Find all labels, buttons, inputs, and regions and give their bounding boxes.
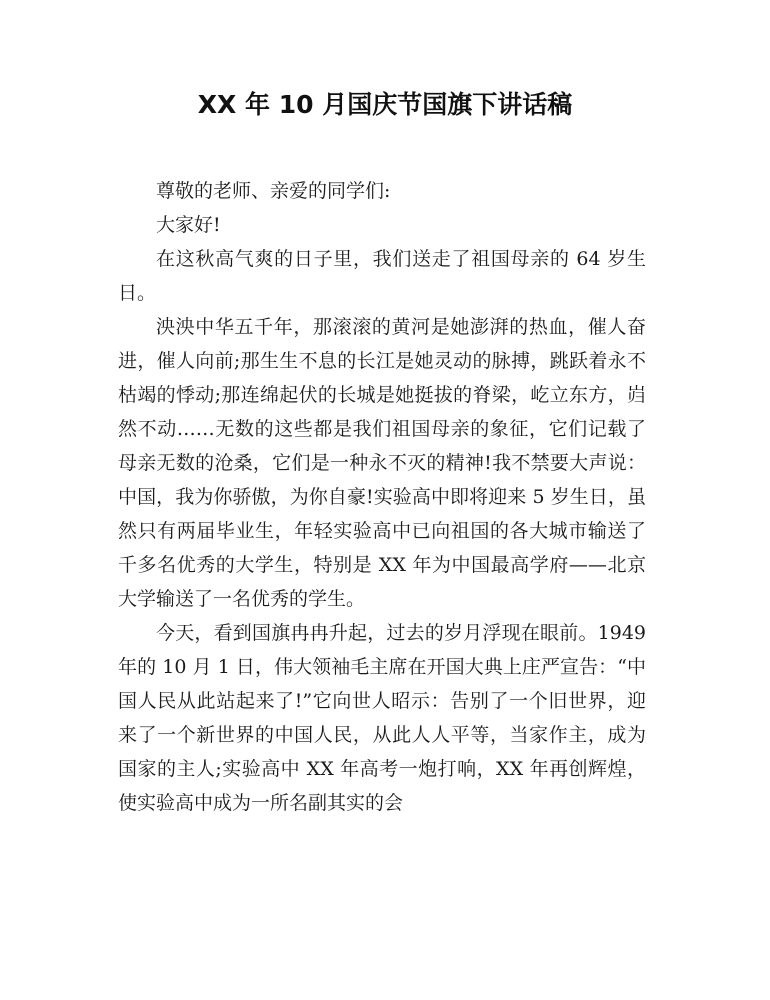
paragraph-intro: 在这秋高气爽的日子里，我们送走了祖国母亲的 64 岁生日。 (118, 248, 646, 304)
paragraph-flag-raising: 今天，看到国旗冉冉升起，过去的岁月浮现在眼前。1949 年的 10 月 1 日，伟大领袖毛主席在开国大典上庄严宣告：“中国人民从此站起来了!”它向世人昭示：告别了一个旧世界，迎来了一个新世界的中国人民，从此人人平等，当家作主，成为国家的主人;实验高中 XX 年高考一炮打响，XX 年再创辉煌，使实验高中成为一所名副其实的会 (118, 622, 646, 814)
paragraph-china-symbols: 泱泱中华五千年，那滚滚的黄河是她澎湃的热血，催人奋进，催人向前;那生生不息的长江是她灵动的脉搏，跳跃着永不枯竭的悸动;那连绵起伏的长城是她挺拔的脊梁，屹立东方，岿然不动……无数的这些都是我们祖国母亲的象征，它们记载了母亲无数的沧桑，它们是一种永不灭的精神!我不禁要大声说：中国，我为你骄傲，为你自豪!实验高中即将迎来 5 岁生日，虽然只有两届毕业生，年轻实验高中已向祖国的各大城市输送了千多名优秀的大学生，特别是 XX 年为中国最高学府——北京大学输送了一名优秀的学生。 (118, 316, 646, 610)
paragraph-salutation: 尊敬的老师、亲爱的同学们: (156, 180, 391, 202)
document-body (118, 174, 646, 820)
paragraph-greeting: 大家好! (156, 214, 221, 236)
document-title: XX 年 10 月国庆节国旗下讲话稿 (197, 90, 573, 119)
